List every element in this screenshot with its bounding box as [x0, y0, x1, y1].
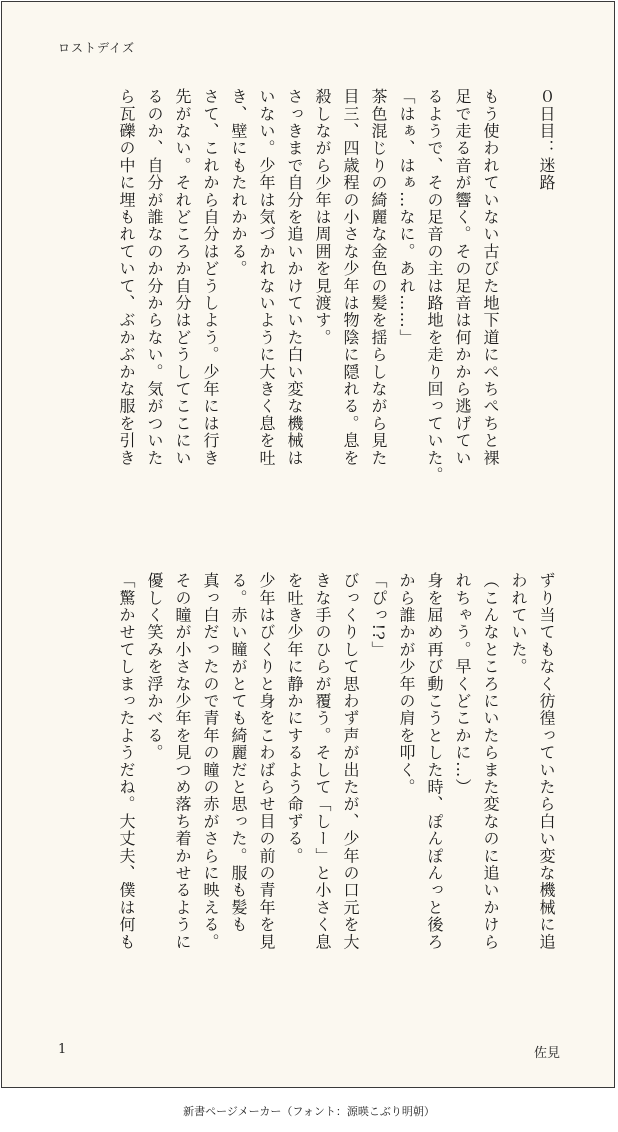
page-number: 1	[58, 1042, 67, 1057]
author-name: 佐見	[533, 1046, 560, 1061]
text-line: さて、これから自分はどうしよう。少年には行き	[201, 88, 220, 467]
text-line: 「はぁ、はぁ…なに。あれ……」	[397, 88, 416, 346]
text-line	[504, 88, 532, 528]
text-line: から誰かが少年の肩を叩く。	[397, 572, 416, 796]
text-line: いない。少年は気づかれないように大きく息を吐	[257, 88, 276, 467]
text-line: その瞳が小さな少年を見つめ落ち着かせるように	[173, 572, 192, 951]
text-line: ０日目：迷路	[537, 88, 556, 192]
text-line: きな手のひらが覆う。そして「しー」と小さく息	[313, 572, 332, 951]
text-line: ずり当てもなく彷徨っていたら白い変な機械に追	[537, 572, 556, 951]
text-line: れちゃう。早くどこかに…）	[453, 572, 472, 796]
text-line: （こんなところにいたらまた変なのに追いかけら	[481, 572, 500, 951]
text-line: 少年はびくりと身をこわばらせ目の前の青年を見	[257, 572, 276, 951]
text-line: さっきまで自分を追いかけていた白い変な機械は	[285, 88, 304, 467]
book-page	[1, 1, 615, 1088]
text-line: びっくりして思わず声が出たが、少年の口元を大	[341, 572, 360, 951]
text-line: る。赤い瞳がとても綺麗だと思った。服も髪も	[229, 572, 248, 934]
text-line: 優しく笑みを浮かべる。	[145, 572, 164, 762]
text-line: 茶色混じりの綺麗な金色の髪を揺らしながら見た	[369, 88, 388, 467]
text-line: もう使われていない古びた地下道にぺちぺちと裸	[481, 88, 500, 467]
text-line: 目三、四歳程の小さな少年は物陰に隠れる。息を	[341, 88, 360, 467]
text-block-top	[112, 88, 560, 528]
text-line: るのか、自分が誰なのか分からない。気がついた	[145, 88, 164, 467]
text-line: ら瓦礫の中に埋もれていて、ぶかぶかな服を引き	[117, 88, 136, 467]
text-line: 足で走る音が響く。その足音は何かから逃げてい	[453, 88, 472, 467]
text-line: 「驚かせてしまったようだね。大丈夫、僕は何も	[117, 572, 136, 951]
text-block-bottom	[112, 572, 560, 1012]
book-title: ロストデイズ	[58, 41, 136, 55]
text-line: るようで、その足音の主は路地を走り回っていた。	[425, 88, 444, 484]
text-line: 殺しながら少年は周囲を見渡す。	[313, 88, 332, 346]
text-line: 先がない。それどころか自分はどうしてここにい	[173, 88, 192, 467]
footer-caption: 新書ページメーカー（フォント：源暎こぶり明朝）	[183, 1105, 435, 1118]
text-line: 身を屈め再び動こうとした時、ぽんぽんっと後ろ	[425, 572, 444, 951]
text-line: 真っ白だったので青年の瞳の赤がさらに映える。	[201, 572, 220, 951]
text-line: き、壁にもたれかかる。	[229, 88, 248, 278]
text-line: 「ぴっ!?」	[369, 572, 388, 659]
text-line: を吐き少年に静かにするよう命ずる。	[285, 572, 304, 865]
text-line: われていた。	[509, 572, 528, 676]
